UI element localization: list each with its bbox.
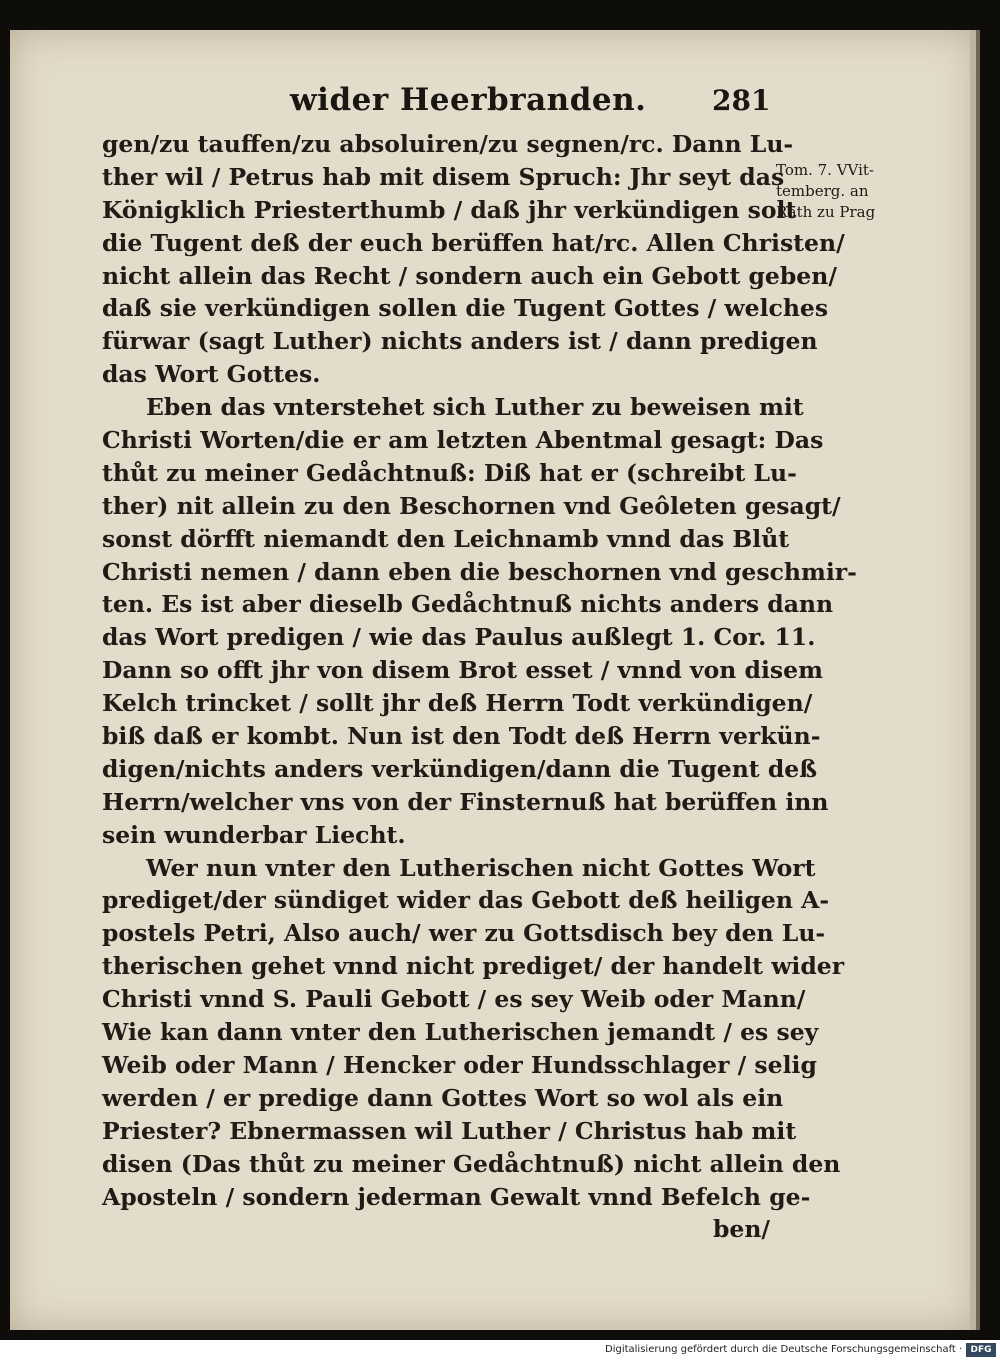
text-line: disen (Das thůt zu meiner Gedåchtnuß) nicht allein den [102,1149,841,1178]
paragraph-start-line: Wer nun vnter den Lutherischen nicht Gottes Wort [146,853,816,882]
text-line: Wie kan dann vnter den Lutherischen jemandt / es sey [102,1018,819,1047]
running-title: wider Heerbranden. [290,82,647,118]
text-line: gen/zu tauffen/zu absoluiren/zu segnen/rc. Dann Lu- [102,130,794,158]
text-line: Christi vnnd S. Pauli Gebott / es sey Weib oder Mann/ [102,985,806,1014]
text-line: postels Petri, Also auch/ wer zu Gottsdisch bey den Lu- [102,919,826,948]
margin-note-line: Tom. 7. VVit- [776,161,875,179]
text-line: biß daß er kombt. Nun ist den Todt deß Herrn verkün- [102,722,821,751]
text-line: Weib oder Mann / Hencker oder Hundsschlager / selig [102,1050,817,1079]
text-line: werden / er predige dann Gottes Wort so wol als ein [102,1083,784,1112]
catchword-line: ben/ [712,1215,770,1244]
text-line: nicht allein das Recht / sondern auch ein Gebott geben/ [102,261,837,290]
text-line: Herrn/welcher vns von der Finsternuß hat berüffen inn [102,787,829,816]
text-line: das Wort predigen / wie das Paulus außlegt 1. Cor. 11. [102,623,816,652]
text-line: die Tugent deß der euch berüffen hat/rc. Allen Christen/ [102,228,845,257]
text-line: digen/nichts anders verkündigen/dann die Tugent deß [102,754,818,783]
text-line: daß sie verkündigen sollen die Tugent Gottes / welches [102,294,829,323]
text-line: Christi nemen / dann eben die beschornen vnd geschmir- [102,557,857,586]
digitization-credit: Digitalisierung gefördert durch die Deutsche Forschungsgemeinschaft · [605,1344,963,1355]
text-line: Christi Worten/die er am letzten Abentmal gesagt: Das [102,426,824,455]
text-line: das Wort Gottes. [102,360,321,389]
text-line: therischen gehet vnnd nicht prediget/ der handelt wider [102,952,845,981]
page-edge [976,30,980,1330]
text-line: Königklich Priesterthumb / daß jhr verkündigen solt [102,195,797,224]
text-line: thůt zu meiner Gedåchtnuß: Diß hat er (schreibt Lu- [102,458,797,487]
margin-note-line: temberg. an [776,182,869,200]
text-line: sein wunderbar Liecht. [102,820,406,849]
text-line: Priester? Ebnermassen wil Luther / Christus hab mit [102,1116,797,1145]
text-line: Dann so offt jhr von disem Brot esset / vnnd von disem [102,656,823,685]
dfg-logo: DFG [966,1343,996,1357]
text-line: ten. Es ist aber dieselb Gedåchtnuß nichts anders dann [102,590,834,619]
margin-note-line: Rath zu Prag [776,203,876,221]
margin-note [776,160,906,223]
text-line: ther) nit allein zu den Beschornen vnd Geôleten gesagt/ [102,491,841,520]
text-line: prediget/der sündiget wider das Gebott deß heiligen A- [102,886,830,915]
text-line: fürwar (sagt Luther) nichts anders ist / dann predigen [102,327,818,356]
page-number: 281 [712,84,771,117]
text-line: ther wil / Petrus hab mit disem Spruch: Jhr seyt das [102,162,785,191]
text-line: sonst dörfft niemandt den Leichnamb vnnd das Blůt [102,524,790,553]
paragraph-start-line: Eben das vnterstehet sich Luther zu beweisen mit [146,393,804,422]
text-line: Kelch trincket / sollt jhr deß Herrn Todt verkündigen/ [102,689,813,718]
text-line: Aposteln / sondern jederman Gewalt vnnd Befelch ge- [102,1182,811,1211]
